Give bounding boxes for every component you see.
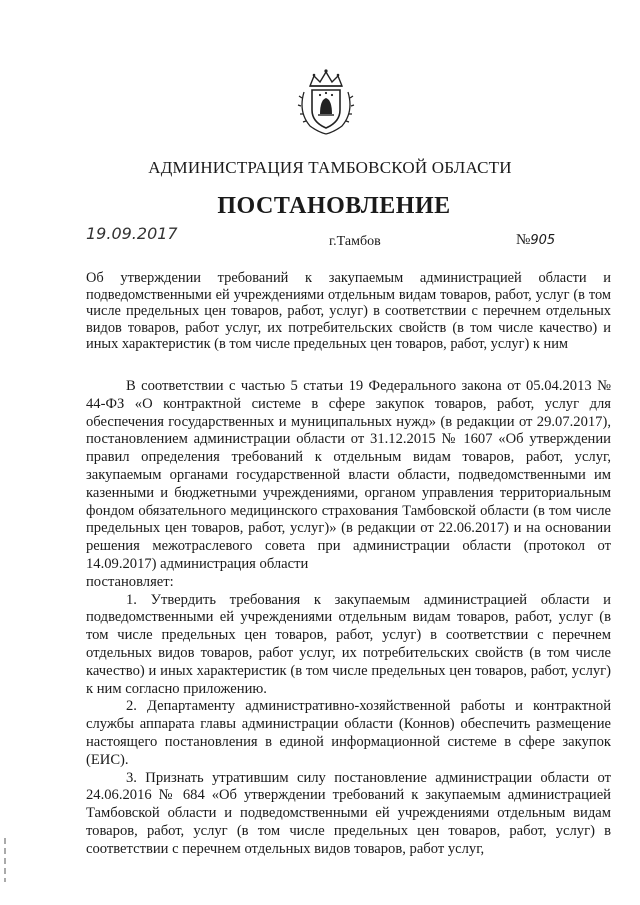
tambov-coat-of-arms-icon (296, 68, 356, 136)
document-body (86, 378, 611, 859)
item-2-paragraph: 2. Департаменту административно-хозяйственной работы и контрактной службы аппарата главы администрации области (Коннов) обеспечить размещение настоящего постановления в единой информационной системе в сфере закупок (ЕИС). (86, 698, 611, 768)
preamble-paragraph: В соответствии с частью 5 статьи 19 Федерального закона от 05.04.2013 № 44-ФЗ «О контрактной системе в сфере закупок товаров, работ, услуг для обеспечения государственных и муниципальных нужд» (в редакции от 29.07.2017), постановлением администрации области от 31.12.2015 № 1607 «Об утверждении правил определения требований к отдельным видам товаров, работ, услуг, закупаемым органами государственной власти области, подведомственными им казенными и бюджетными учреждениями, органом управления территориальным фондом обязательного медицинского страхования Тамбовской области (в том числе предельных цен товаров, работ, услуг)» (в редакции от 22.06.2017) и на основании решения межотраслевого совета при администрации области (протокол от 14.09.2017) администрация области (86, 378, 611, 572)
scan-margin-mark (4, 838, 6, 882)
item-3-paragraph: 3. Признать утратившим силу постановление администрации области от 24.06.2016 № 684 «Об утверждении требований к закупаемым администрацией Тамбовской области и подведомственными ей учреждениями отдельным видам товаров, работ, услуг (в том числе предельных цен товаров, работ, услуг) в соответствии с перечнем отдельных видов товаров, работ услуг, (86, 769, 611, 857)
document-type-title: ПОСТАНОВЛЕНИЕ (217, 193, 451, 219)
item-1-paragraph: 1. Утвердить требования к закупаемым администрацией области и подведомственными ей учреждениями отдельным видам товаров, работ, услуг (в том числе предельных цен товаров, работ, услуг) в соответствии с перечнем отдельных видов товаров, работ услуг, их потребительских свойств (в том числе качество) и иных характеристик (в том числе предельных цен товаров, работ, услуг) к ним согласно приложению. (86, 591, 611, 697)
document-number (516, 232, 555, 249)
document-subject: Об утверждении требований к закупаемым администрацией области и подведомственными ей учреждениями отдельным видам товаров, работ, услуг (в том числе предельных цен товаров, работ, услуг) в соответствии с перечнем отдельных видов товаров, работ услуг, их потребительских свойств (в том числе качество) и иных характеристик (в том числе предельных цен товаров, работ, услуг) к ним (86, 270, 611, 353)
city-label: г.Тамбов (329, 234, 381, 249)
organization-title: АДМИНИСТРАЦИЯ ТАМБОВСКОЙ ОБЛАСТИ (148, 158, 512, 177)
resolves-line: постановляет: (86, 573, 174, 590)
handwritten-date: 19.09.2017 (86, 224, 178, 243)
number-sign: № (516, 232, 531, 248)
handwritten-number: 905 (530, 233, 556, 248)
